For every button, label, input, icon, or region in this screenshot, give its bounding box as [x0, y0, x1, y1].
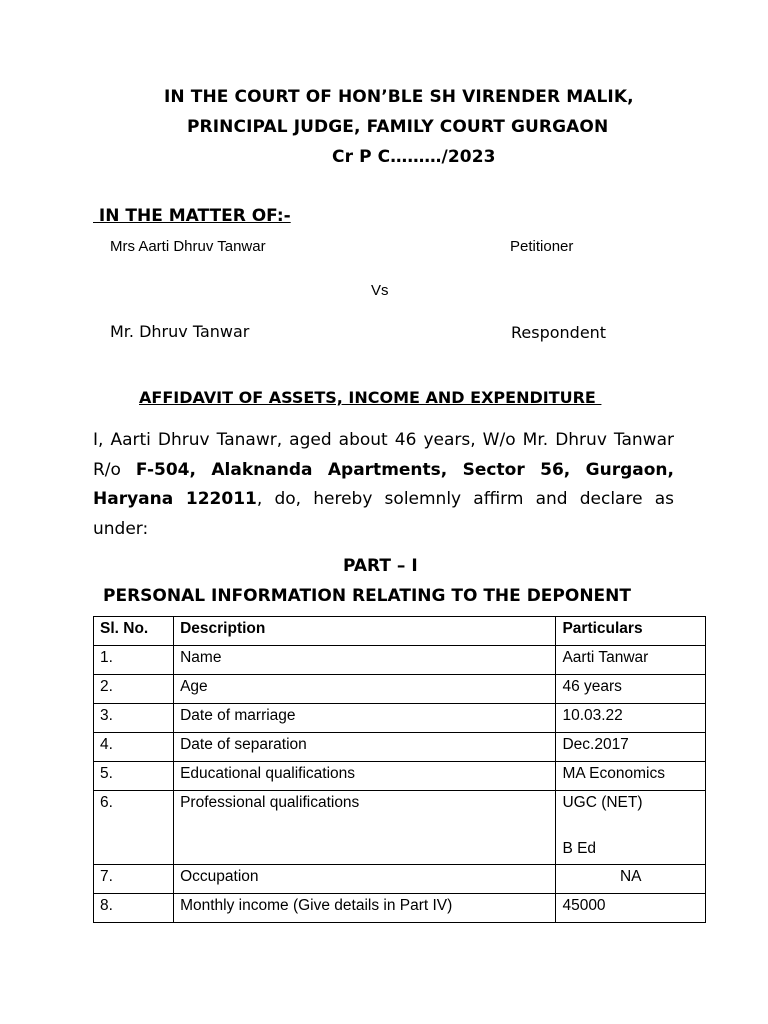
row-particulars: 46 years [556, 675, 706, 704]
row-number: 6. [94, 791, 174, 865]
affidavit-title: AFFIDAVIT OF ASSETS, INCOME AND EXPENDITURE [139, 388, 602, 407]
table-row [94, 646, 706, 675]
row-description: Date of separation [174, 733, 556, 762]
row-number: 5. [94, 762, 174, 791]
table-row [94, 894, 706, 923]
table-row [94, 762, 706, 791]
header-sl-no: Sl. No. [94, 617, 174, 646]
personal-info-table [93, 616, 706, 923]
particulars-line-2: B Ed [562, 840, 597, 857]
row-number: 7. [94, 865, 174, 894]
row-particulars: 45000 [556, 894, 706, 923]
versus-text: Vs [371, 282, 389, 299]
row-particulars: MA Economics [556, 762, 706, 791]
row-number: 8. [94, 894, 174, 923]
header-particulars: Particulars [556, 617, 706, 646]
row-particulars [556, 791, 706, 865]
court-heading-line-2: PRINCIPAL JUDGE, FAMILY COURT GURGAON [187, 117, 609, 137]
row-description: Professional qualifications [174, 791, 556, 865]
row-number: 2. [94, 675, 174, 704]
part-label: PART – I [343, 556, 418, 576]
row-description: Name [174, 646, 556, 675]
row-particulars: Aarti Tanwar [556, 646, 706, 675]
row-description: Educational qualifications [174, 762, 556, 791]
table-row [94, 791, 706, 865]
matter-heading: IN THE MATTER OF:- [93, 206, 291, 226]
row-description: Occupation [174, 865, 556, 894]
court-heading-line-1: IN THE COURT OF HON’BLE SH VIRENDER MALIK, [164, 87, 634, 107]
row-number: 3. [94, 704, 174, 733]
intro-address: F-504, Alaknanda Apartments, Sector 56, Gurgaon, Haryana 122011 [93, 459, 674, 509]
row-description: Age [174, 675, 556, 704]
intro-text-part-2: , do, hereby solemnly affirm and declare as under: [93, 489, 674, 539]
case-number: Cr P C………/2023 [332, 147, 496, 167]
petitioner-label: Petitioner [510, 238, 574, 255]
particulars-line-1: UGC (NET) [562, 794, 643, 811]
row-number: 1. [94, 646, 174, 675]
table-header-row [94, 617, 706, 646]
header-description: Description [174, 617, 556, 646]
row-particulars: 10.03.22 [556, 704, 706, 733]
table-row [94, 865, 706, 894]
respondent-name: Mr. Dhruv Tanwar [110, 322, 250, 341]
respondent-label: Respondent [511, 323, 607, 342]
table-row [94, 704, 706, 733]
row-description: Monthly income (Give details in Part IV) [174, 894, 556, 923]
table-row [94, 675, 706, 704]
row-particulars: Dec.2017 [556, 733, 706, 762]
intro-text-part-1: I, Aarti Dhruv Tanawr, aged about 46 years, W/o Mr. Dhruv Tanwar R/o [93, 430, 674, 480]
affidavit-intro-paragraph [93, 426, 674, 544]
row-description: Date of marriage [174, 704, 556, 733]
row-number: 4. [94, 733, 174, 762]
table-row [94, 733, 706, 762]
petitioner-name: Mrs Aarti Dhruv Tanwar [110, 238, 266, 255]
part-title: PERSONAL INFORMATION RELATING TO THE DEPONENT [103, 586, 631, 606]
row-particulars: NA [556, 865, 706, 894]
